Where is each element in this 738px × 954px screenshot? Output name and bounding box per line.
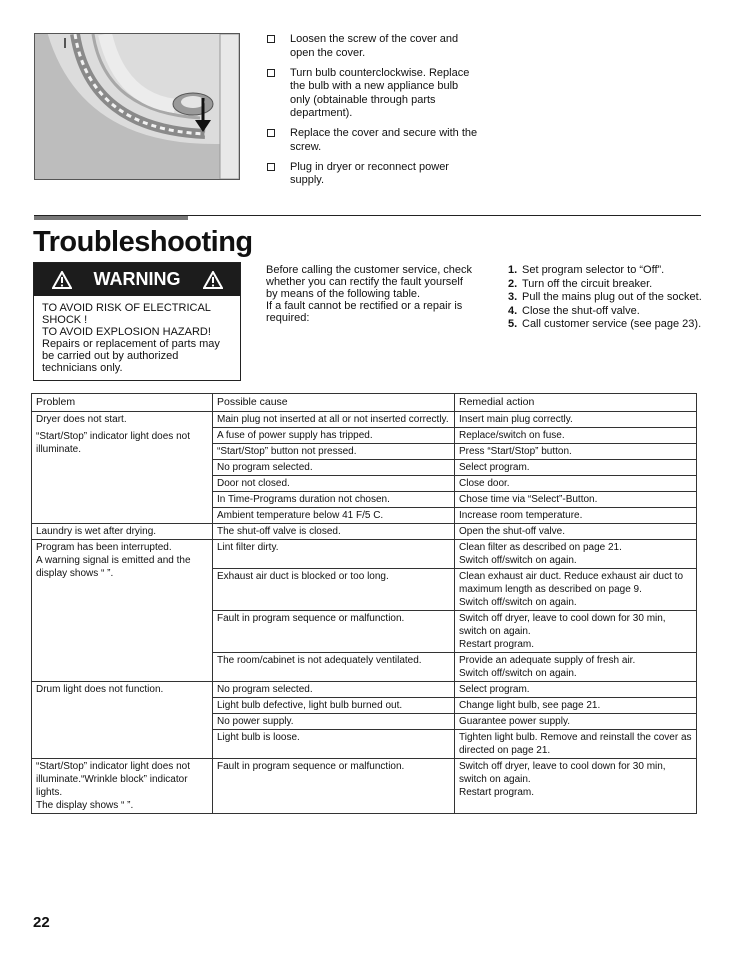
warning-header (34, 263, 240, 296)
action-cell: Replace/switch on fuse. (455, 428, 697, 444)
instruction-item: Plug in dryer or reconnect power supply. (266, 161, 481, 188)
cause-cell: A fuse of power supply has tripped. (213, 428, 455, 444)
warning-box (33, 262, 241, 381)
problem-text: Dryer does not start. (36, 414, 127, 425)
instruction-item: Turn bulb counterclockwise. Replace the bulb with a new appliance bulb only (obtainable through parts department). (266, 67, 481, 121)
warning-triangle-icon (203, 271, 223, 289)
problem-text: “Start/Stop” indicator light does not illuminate.“Wrinkle block” indicator lights. The display shows “ ”. (36, 761, 190, 811)
column-header-cause: Possible cause (213, 394, 455, 412)
column-header-action: Remedial action (455, 394, 697, 412)
step-text: Call customer service (see page 23). (522, 318, 702, 330)
checkbox-bullet-icon (267, 35, 275, 43)
cause-cell: Exhaust air duct is blocked or too long. (213, 569, 455, 611)
cause-cell: Lint filter dirty. (213, 540, 455, 569)
checkbox-bullet-icon (267, 129, 275, 137)
step-text: Close the shut-off valve. (522, 304, 640, 317)
action-cell: Increase room temperature. (455, 508, 697, 524)
step-text: Pull the mains plug out of the socket. (522, 291, 702, 303)
service-steps (508, 264, 708, 332)
step-text: Turn off the circuit breaker. (522, 277, 653, 290)
cause-cell: Light bulb is loose. (213, 730, 455, 759)
action-cell (455, 653, 697, 682)
action-cell (455, 759, 697, 814)
action-cell: Chose time via “Select”-Button. (455, 492, 697, 508)
action-cell: Press “Start/Stop” button. (455, 444, 697, 460)
intro-text: Before calling the customer service, check whether you can rectify the fault yourself by means of the following table. If a fault cannot be rectified or a repair is required: (266, 264, 473, 324)
cause-cell: No program selected. (213, 460, 455, 476)
cause-cell: No power supply. (213, 714, 455, 730)
action-cell: Select program. (455, 682, 697, 698)
cause-cell: Fault in program sequence or malfunction. (213, 759, 455, 814)
dryer-bulb-replacement-illustration-icon (35, 34, 239, 179)
problem-text: “Start/Stop” indicator light does not illuminate. (36, 431, 190, 455)
action-cell: Insert main plug correctly. (455, 412, 697, 428)
step-item (508, 318, 708, 332)
action-cell: Close door. (455, 476, 697, 492)
warning-triangle-icon (52, 271, 72, 289)
cause-cell: Light bulb defective, light bulb burned out. (213, 698, 455, 714)
step-item (508, 305, 708, 319)
page-number: 22 (33, 914, 50, 931)
problem-cell: Laundry is wet after drying. (32, 524, 213, 540)
problem-text: Program has been interrupted. A warning signal is emitted and the display shows “ ”. (36, 542, 191, 579)
warning-label: WARNING (93, 269, 181, 289)
action-text: Switch off dryer, leave to cool down for 30 min, switch on again. Restart program. (459, 761, 666, 798)
table-row (32, 412, 697, 428)
action-text: Clean exhaust air duct. Reduce exhaust air duct to maximum length as described on page 9. Switch off/switch on again. (459, 571, 684, 608)
action-text: Clean filter as described on page 21. Switch off/switch on again. (459, 542, 622, 566)
dryer-bulb-illustration (34, 33, 240, 180)
table-row (32, 759, 697, 814)
step-number: 3. (508, 291, 518, 303)
table-row (32, 524, 697, 540)
column-header-problem: Problem (32, 394, 213, 412)
step-number: 4. (508, 304, 518, 317)
problem-cell: Drum light does not function. (32, 682, 213, 759)
action-text: Switch off dryer, leave to cool down for 30 min, switch on again. Restart program. (459, 613, 666, 650)
table-header-row (32, 394, 697, 412)
instruction-item: Loosen the screw of the cover and open the cover. (266, 33, 481, 60)
cause-cell: Door not closed. (213, 476, 455, 492)
cause-cell: In Time-Programs duration not chosen. (213, 492, 455, 508)
problem-cell (32, 540, 213, 682)
warning-body (34, 296, 240, 380)
cause-cell: Fault in program sequence or malfunction. (213, 611, 455, 653)
instruction-item: Replace the cover and secure with the screw. (266, 127, 481, 154)
action-cell: Guarantee power supply. (455, 714, 697, 730)
troubleshooting-table (31, 393, 697, 814)
cause-cell: “Start/Stop” button not pressed. (213, 444, 455, 460)
cause-cell: The room/cabinet is not adequately ventilated. (213, 653, 455, 682)
checkbox-bullet-icon (267, 69, 275, 77)
step-item (508, 291, 708, 305)
step-item (508, 264, 708, 278)
cause-cell: The shut-off valve is closed. (213, 524, 455, 540)
cause-cell: Main plug not inserted at all or not inserted correctly. (213, 412, 455, 428)
action-text: Provide an adequate supply of fresh air. Switch off/switch on again. (459, 655, 636, 679)
action-cell (455, 611, 697, 653)
checkbox-bullet-icon (267, 163, 275, 171)
section-title: Troubleshooting (33, 226, 253, 258)
table-row (32, 682, 697, 698)
action-cell: Open the shut-off valve. (455, 524, 697, 540)
action-cell: Select program. (455, 460, 697, 476)
step-text: Set program selector to “Off”. (522, 264, 665, 276)
problem-cell (32, 412, 213, 524)
table-row (32, 540, 697, 569)
step-item (508, 278, 708, 292)
step-number: 5. (508, 318, 518, 330)
warning-text: TO AVOID RISK OF ELECTRICAL SHOCK ! TO AVOID EXPLOSION HAZARD! Repairs or replacement of parts may be carried out by authorized technicians only. (42, 302, 220, 374)
cause-cell: Ambient temperature below 41 F/5 C. (213, 508, 455, 524)
intro-paragraph (266, 264, 476, 324)
action-cell: Change light bulb, see page 21. (455, 698, 697, 714)
action-cell (455, 569, 697, 611)
action-cell: Tighten light bulb. Remove and reinstall the cover as directed on page 21. (455, 730, 697, 759)
action-cell (455, 540, 697, 569)
bulb-replacement-instructions (266, 33, 481, 194)
section-divider-accent (34, 216, 188, 220)
step-number: 1. (508, 264, 518, 276)
step-number: 2. (508, 277, 518, 290)
cause-cell: No program selected. (213, 682, 455, 698)
problem-cell (32, 759, 213, 814)
